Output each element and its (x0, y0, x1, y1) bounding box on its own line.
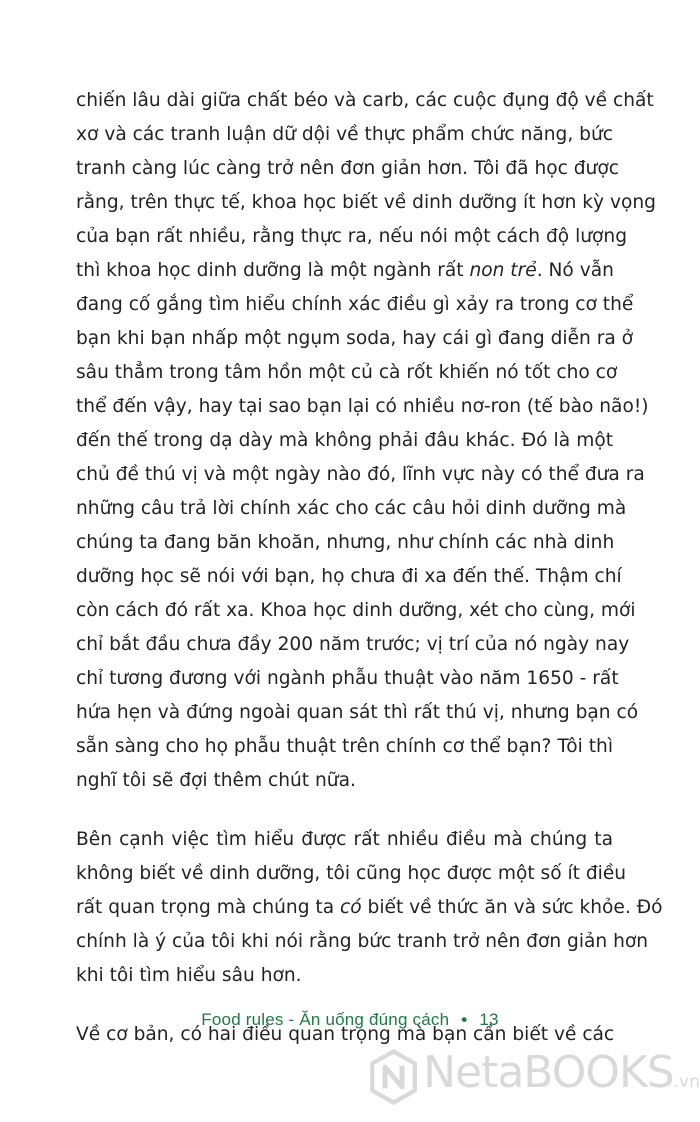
text-run: chỉ bắt đầu chưa đầy 200 năm trước; vị trí của nó ngày nay (76, 634, 630, 655)
text-run: . Nó vẫn (536, 260, 614, 281)
page-number: 13 (479, 1010, 499, 1029)
watermark-suffix: .vn (673, 1071, 700, 1092)
text-line (76, 492, 627, 526)
emphasis-text: non trẻ (469, 260, 537, 281)
text-line (76, 356, 618, 390)
text-line (76, 424, 613, 458)
text-line (76, 560, 622, 594)
paragraph (76, 84, 656, 798)
text-run: sẵn sàng cho họ phẫu thuật trên chính cơ thể bạn? Tôi thì (76, 736, 613, 757)
text-run: rằng, trên thực tế, khoa học biết về dinh dưỡng ít hơn kỳ vọng (76, 192, 656, 213)
text-run: chỉ tương đương với ngành phẫu thuật vào năm 1650 - rất (76, 668, 619, 689)
text-line (76, 186, 656, 220)
text-run: thể đến vậy, hay tại sao bạn lại có nhiều nơ-ron (tế bào não!) (76, 396, 649, 417)
text-line (76, 254, 613, 288)
text-run: đang cố gắng tìm hiểu chính xác điều gì xảy ra trong cơ thể (76, 294, 634, 315)
text-line (76, 84, 654, 118)
text-line (76, 118, 613, 152)
text-line (76, 322, 634, 356)
text-line (76, 152, 619, 186)
text-run: Bên cạnh việc tìm hiểu được rất nhiều điều mà chúng ta (76, 829, 613, 850)
text-line (76, 526, 613, 560)
text-run: đến thế trong dạ dày mà không phải đâu khác. Đó là một (76, 430, 613, 451)
text-line (76, 594, 636, 628)
text-line (76, 696, 639, 730)
text-line (76, 628, 630, 662)
text-run: chúng ta đang băn khoăn, nhưng, như chính các nhà dinh (76, 532, 615, 553)
text-run: những câu trả lời chính xác cho các câu hỏi dinh dưỡng mà (76, 498, 627, 519)
text-run: bạn khi bạn nhấp một ngụm soda, hay cái gì đang diễn ra ở (76, 328, 634, 349)
text-run: nghĩ tôi sẽ đợi thêm chút nữa. (76, 770, 356, 791)
text-line (76, 730, 613, 764)
neta-n-hexagon-logo-icon (368, 1037, 419, 1117)
text-line (76, 891, 663, 925)
footer-separator: • (461, 1010, 468, 1029)
text-run: chiến lâu dài giữa chất béo và carb, các cuộc đụng độ về chất (76, 90, 654, 111)
page-footer (0, 1010, 700, 1030)
text-run: rất quan trọng mà chúng ta (76, 897, 341, 918)
text-line (76, 390, 649, 424)
emphasis-text: có (340, 897, 362, 918)
text-run: chủ đề thú vị và một ngày nào đó, lĩnh vực này có thể đưa ra (76, 464, 645, 485)
text-run: hứa hẹn và đứng ngoài quan sát thì rất thú vị, nhưng bạn có (76, 702, 639, 723)
text-run: còn cách đó rất xa. Khoa học dinh dưỡng, xét cho cùng, mới (76, 600, 636, 621)
text-line (76, 925, 649, 959)
text-line (76, 220, 627, 254)
watermark-brand (423, 1033, 700, 1122)
text-run: khi tôi tìm hiểu sâu hơn. (76, 965, 302, 986)
text-run: thì khoa học dinh dưỡng là một ngành rất (76, 260, 470, 281)
text-run: biết về thức ăn và sức khỏe. Đó (361, 897, 663, 918)
text-line (76, 959, 613, 993)
text-run: của bạn rất nhiều, rằng thực ra, nếu nói một cách độ lượng (76, 226, 627, 247)
text-run: sâu thẳm trong tâm hồn một củ cà rốt khiến nó tốt cho cơ (76, 362, 618, 383)
paragraph (76, 823, 663, 993)
text-line (76, 857, 627, 891)
text-line (76, 288, 634, 322)
text-run: dưỡng học sẽ nói với bạn, họ chưa đi xa đến thế. Thậm chí (76, 566, 622, 587)
text-line (76, 662, 619, 696)
text-run: Về cơ bản, có hai điều quan trọng mà bạn cần biết về các (76, 1024, 615, 1045)
text-line (76, 764, 613, 798)
text-run: chính là ý của tôi khi nói rằng bức tranh trở nên đơn giản hơn (76, 931, 649, 952)
watermark-brand-name: NetaBOOKS (423, 1046, 674, 1098)
text-run: không biết về dinh dưỡng, tôi cũng học được một số ít điều (76, 863, 627, 884)
text-run: xơ và các tranh luận dữ dội về thực phẩm chức năng, bức (76, 124, 613, 145)
watermark (368, 1035, 700, 1119)
body-text (76, 84, 663, 1052)
text-run: tranh càng lúc càng trở nên đơn giản hơn. Tôi đã học được (76, 158, 619, 179)
footer-book-title: Food rules - Ăn uống đúng cách (201, 1010, 450, 1029)
text-line (76, 458, 645, 492)
text-line (76, 823, 613, 857)
